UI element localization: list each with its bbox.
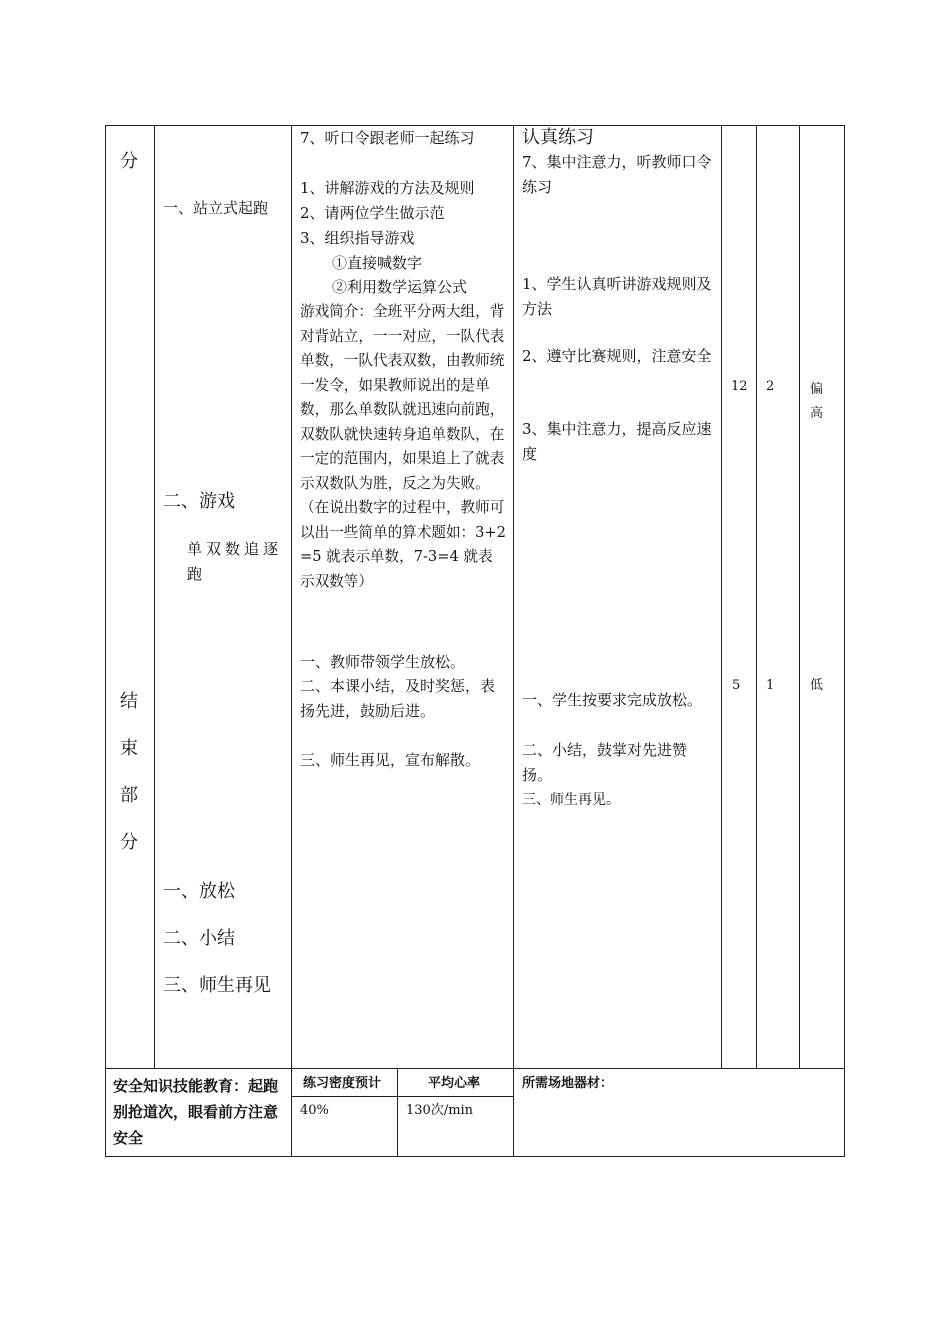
section-label-end-2: 束 bbox=[120, 738, 138, 759]
student-end-2: 二、小结，鼓掌对先进赞扬。 bbox=[522, 741, 688, 784]
teacher-step-1: 1、讲解游戏的方法及规则 bbox=[300, 179, 475, 197]
section-label-end-1: 结 bbox=[120, 691, 138, 712]
end-count-value: 1 bbox=[766, 678, 775, 693]
teacher-substep-1: ①直接喊数字 bbox=[332, 254, 423, 272]
teacher-end-1: 一、教师带领学生放松。 bbox=[300, 653, 466, 671]
item-standing-start: 一、站立式起跑 bbox=[163, 199, 269, 217]
game-intensity-value: 偏高 bbox=[810, 382, 824, 421]
table-border-bottom bbox=[105, 1156, 845, 1157]
table-divider-footer bbox=[105, 1068, 845, 1069]
heart-rate-value: 130次/min bbox=[406, 1103, 474, 1118]
footer-divider-heart bbox=[397, 1068, 398, 1157]
teacher-line-top: 7、听口令跟老师一起练习 bbox=[300, 129, 475, 147]
item-summary: 二、小结 bbox=[163, 928, 235, 949]
student-end-3: 三、师生再见。 bbox=[522, 792, 620, 808]
end-time-value: 5 bbox=[732, 678, 741, 693]
student-end-1: 一、学生按要求完成放松。 bbox=[522, 691, 703, 709]
item-goodbye: 三、师生再见 bbox=[163, 975, 271, 996]
item-game-name: 单双数追逐跑 bbox=[187, 540, 283, 583]
student-line-top-2: 7、集中注意力，听教师口令练习 bbox=[522, 153, 712, 196]
teacher-step-2: 2、请两位学生做示范 bbox=[300, 204, 445, 222]
table-border-top bbox=[105, 125, 845, 126]
col-divider-5 bbox=[756, 125, 757, 1069]
teacher-step-3: 3、组织指导游戏 bbox=[300, 229, 415, 247]
game-time-value: 12 bbox=[731, 379, 748, 394]
game-introduction: 游戏简介：全班平分两大组，背对背站立，一一对应，一队代表单数，一队代表双数，由教师统一发令，如果教师说出的是单数，那么单数队就迅速向前跑，双数队就快速转身追单数队，在一定的范围内，如果追上了就表示双数队为胜，反之为失败。（在说出数字的过程中，教师可以出一些简单的算术题如：3+2=5 就表示单数，7-3=4 就表示双数等） bbox=[300, 303, 506, 590]
safety-education-note: 安全知识技能教育：起跑别抢道次，眼看前方注意安全 bbox=[113, 1077, 279, 1147]
game-count-value: 2 bbox=[766, 379, 775, 394]
section-label-end-4: 分 bbox=[120, 832, 138, 853]
col-divider-2 bbox=[291, 125, 292, 1157]
heart-rate-label: 平均心率 bbox=[428, 1076, 481, 1091]
table-border-right bbox=[844, 125, 845, 1157]
col-divider-3 bbox=[513, 125, 514, 1157]
end-intensity-value: 低 bbox=[810, 678, 824, 693]
item-game-heading: 二、游戏 bbox=[163, 491, 235, 512]
teacher-substep-2: ②利用数学运算公式 bbox=[332, 278, 468, 296]
table-border-left bbox=[105, 125, 106, 1157]
equipment-label: 所需场地器材： bbox=[522, 1076, 614, 1091]
teacher-end-3: 三、师生再见，宣布解散。 bbox=[300, 751, 481, 769]
student-game-1: 1、学生认真听讲游戏规则及方法 bbox=[522, 275, 712, 318]
section-label-fen: 分 bbox=[120, 151, 138, 172]
col-divider-1 bbox=[154, 125, 155, 1069]
student-game-2: 2、遵守比赛规则，注意安全 bbox=[522, 347, 712, 365]
footer-divider bbox=[292, 1096, 513, 1097]
col-divider-4 bbox=[721, 125, 722, 1069]
student-game-3: 3、集中注意力，提高反应速度 bbox=[522, 420, 712, 463]
teacher-end-2: 二、本课小结，及时奖惩，表扬先进，鼓励后进。 bbox=[300, 677, 496, 720]
col-divider-6 bbox=[799, 125, 800, 1069]
density-value: 40% bbox=[300, 1103, 329, 1118]
student-line-top-1: 认真练习 bbox=[522, 127, 594, 148]
section-label-end-3: 部 bbox=[120, 785, 138, 806]
item-relax: 一、放松 bbox=[163, 881, 235, 902]
density-label: 练习密度预计 bbox=[303, 1076, 382, 1091]
